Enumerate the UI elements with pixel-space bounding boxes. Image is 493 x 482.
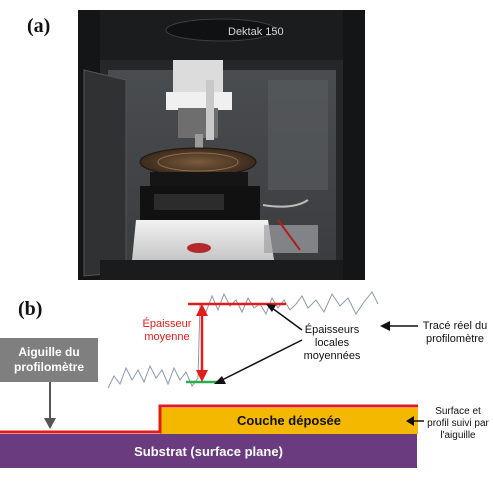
local-avg-arrow-lower xyxy=(222,340,302,380)
panel-a-label: (a) xyxy=(27,15,51,37)
thickness-arrow-head-top xyxy=(196,304,208,316)
real-trace-arrow-head xyxy=(380,321,390,331)
average-thickness-label: Épaisseur moyenne xyxy=(142,318,192,343)
local-avg-arrow-lower-head xyxy=(214,376,226,384)
deposited-layer-label: Couche déposée xyxy=(236,412,342,428)
panel-b-label: (b) xyxy=(18,298,43,320)
surface-profile-label: Surface et profil suivi par l'aiguille xyxy=(427,406,489,441)
profilometer-photo-drawing xyxy=(78,10,365,280)
needle-label: Aiguille du profilomètre xyxy=(13,345,84,374)
substrate-label: Substrat (surface plane) xyxy=(134,443,283,459)
needle-label-box xyxy=(0,338,98,382)
profilometer-photo xyxy=(78,10,365,280)
profile-diagram xyxy=(0,284,493,482)
device-brand-text: Dektak 150 xyxy=(228,26,284,38)
needle-arrow-head xyxy=(44,418,56,429)
local-avg-arrow-upper xyxy=(272,308,302,330)
local-averages-label: Épaisseurs locales moyennées xyxy=(303,324,361,362)
real-trace-label: Tracé réel du profilomètre xyxy=(422,320,488,345)
